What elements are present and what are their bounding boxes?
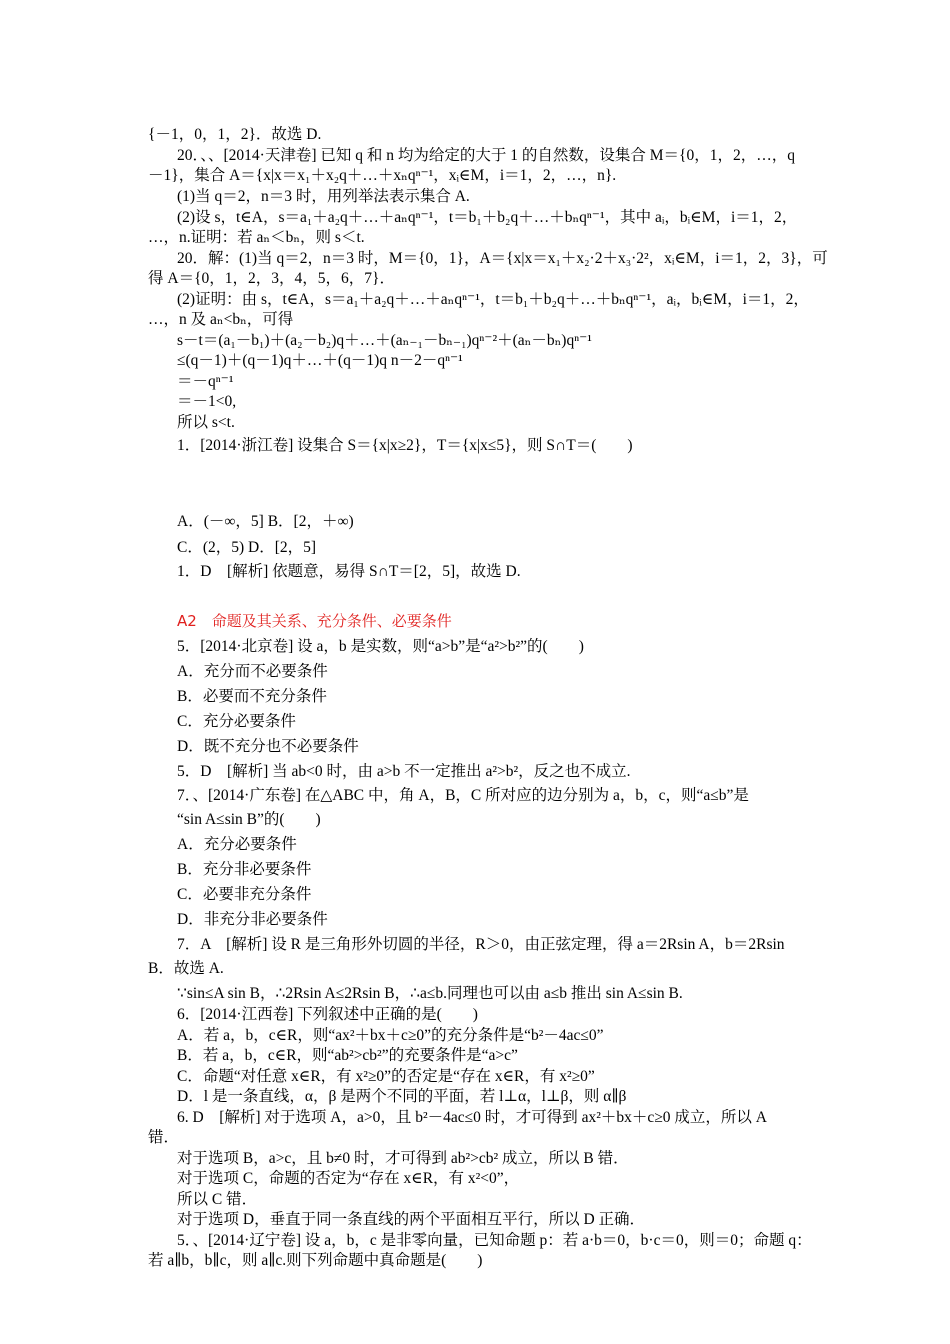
text-line: 7．、[2014·广东卷] 在△ABC 中，角 A，B，C 所对应的边分别为 a，b，c，则“a≤b”是 (177, 787, 749, 804)
text-line: 7．A [解析] 设 R 是三角形外切圆的半径，R＞0，由正弦定理，得 a＝2Rsin A，b＝2Rsin (177, 936, 785, 953)
text-line: B．若 a，b，c∈R，则“ab²>cb²”的充要条件是“a>c” (177, 1047, 518, 1064)
text-line: …，n 及 aₙ<bₙ，可得 (148, 311, 294, 328)
text-line: 对于选项 D，垂直于同一条直线的两个平面相互平行，所以 D 正确． (177, 1211, 646, 1228)
section-heading: A2 命题及其关系、充分条件、必要条件 (177, 612, 452, 630)
text-line: D．既不充分也不必要条件 (177, 738, 359, 755)
text-line: {－1，0，1，2}．故选 D. (148, 126, 322, 143)
text-line: 5．[2014·北京卷] 设 a，b 是实数，则“a>b”是“a²>b²”的( ) (177, 638, 584, 655)
text-line: A．充分必要条件 (177, 836, 297, 853)
text-line: 对于选项 B，a>c，且 b≠0 时，才可得到 ab²>cb² 成立，所以 B 错． (177, 1150, 629, 1167)
text-line: 所以 C 错． (177, 1191, 258, 1208)
text-line: C．(2，5) D．[2，5] (177, 539, 317, 556)
text-line: B．必要而不充分条件 (177, 688, 327, 705)
text-line: (2)设 s，t∈A，s＝a₁＋a₂q＋…＋aₙqⁿ⁻¹，t＝b₁＋b₂q＋…＋bₙqⁿ⁻¹，其中 aᵢ，bᵢ∈M，i＝1，2， (177, 209, 798, 226)
text-line: 6. D [解析] 对于选项 A，a>0，且 b²－4ac≤0 时，才可得到 ax²＋bx＋c≥0 成立，所以 A (177, 1109, 767, 1126)
text-line: C．充分必要条件 (177, 713, 296, 730)
text-line: C．必要非充分条件 (177, 886, 312, 903)
text-line: ＝－qⁿ⁻¹ (177, 373, 234, 390)
text-line: B．充分非必要条件 (177, 861, 312, 878)
text-line: D．l 是一条直线，α，β 是两个不同的平面，若 l⊥α，l⊥β，则 α∥β (177, 1088, 627, 1105)
text-line: 20．、、[2014·天津卷] 已知 q 和 n 均为给定的大于 1 的自然数，设集合 M＝{0，1，2，…，q (177, 147, 795, 164)
text-line: D．非充分非必要条件 (177, 911, 328, 928)
text-line: s－t＝(a₁－b₁)＋(a₂－b₂)q＋…＋(aₙ₋₁－bₙ₋₁)qⁿ⁻²＋(aₙ－bₙ)qⁿ⁻¹ (177, 332, 592, 349)
text-line: 所以 s<t. (177, 414, 235, 431)
text-line: B．故选 A. (148, 960, 224, 977)
text-line: －1}，集合 A＝{x|x＝x₁＋x₂q＋…＋xₙqⁿ⁻¹，xᵢ∈M，i＝1，2，…，n}. (148, 167, 617, 184)
text-line: (1)当 q＝2，n＝3 时，用列举法表示集合 A. (177, 188, 470, 205)
text-line: 错． (148, 1129, 180, 1146)
text-line: “sin A≤sin B”的( ) (177, 811, 321, 828)
text-line: A．若 a，b，c∈R，则“ax²＋bx＋c≥0”的充分条件是“b²－4ac≤0” (177, 1027, 604, 1044)
text-line: 对于选项 C，命题的否定为“存在 x∈R，有 x²<0”， (177, 1170, 520, 1187)
text-line: A．(－∞，5] B．[2，＋∞) (177, 513, 354, 530)
text-line: 6．[2014·江西卷] 下列叙述中正确的是( ) (177, 1006, 478, 1023)
text-line: ∵sin≤A sin B，∴2Rsin A≤2Rsin B，∴a≤b.同理也可以由 a≤b 推出 sin A≤sin B. (177, 985, 683, 1002)
text-line: 得 A＝{0，1，2，3，4，5，6，7}． (148, 270, 395, 287)
text-line: 5．、[2014·辽宁卷] 设 a，b，c 是非零向量，已知命题 p：若 a·b＝0，b·c＝0，则＝0；命题 q： (177, 1232, 812, 1249)
text-line: 20．解：(1)当 q＝2，n＝3 时，M＝{0，1}，A＝{x|x＝x₁＋x₂·2＋x₃·2²，xᵢ∈M，i＝1，2，3}，可 (177, 250, 828, 267)
text-line: (2)证明：由 s，t∈A，s＝a₁＋a₂q＋…＋aₙqⁿ⁻¹，t＝b₁＋b₂q＋…＋bₙqⁿ⁻¹，aᵢ，bᵢ∈M，i＝1，2， (177, 291, 809, 308)
text-line: 1．[2014·浙江卷] 设集合 S＝{x|x≥2}，T＝{x|x≤5}，则 S∩T＝( ) (177, 437, 633, 454)
text-line: ＝－1<0, (177, 393, 237, 410)
text-line: C．命题“对任意 x∈R，有 x²≥0”的否定是“存在 x∈R，有 x²≥0” (177, 1068, 595, 1085)
text-line: ≤(q－1)＋(q－1)q＋…＋(q－1)q n－2－qⁿ⁻¹ (177, 352, 463, 369)
text-line: 5．D [解析] 当 ab<0 时，由 a>b 不一定推出 a²>b²，反之也不成立. (177, 763, 631, 780)
text-line: 若 a∥b，b∥c，则 a∥c.则下列命题中真命题是( ) (148, 1252, 483, 1269)
text-line: 1．D [解析] 依题意，易得 S∩T＝[2，5]，故选 D. (177, 563, 521, 580)
text-line: A．充分而不必要条件 (177, 663, 328, 680)
text-line: …，n.证明：若 aₙ＜bₙ，则 s＜t. (148, 229, 365, 246)
